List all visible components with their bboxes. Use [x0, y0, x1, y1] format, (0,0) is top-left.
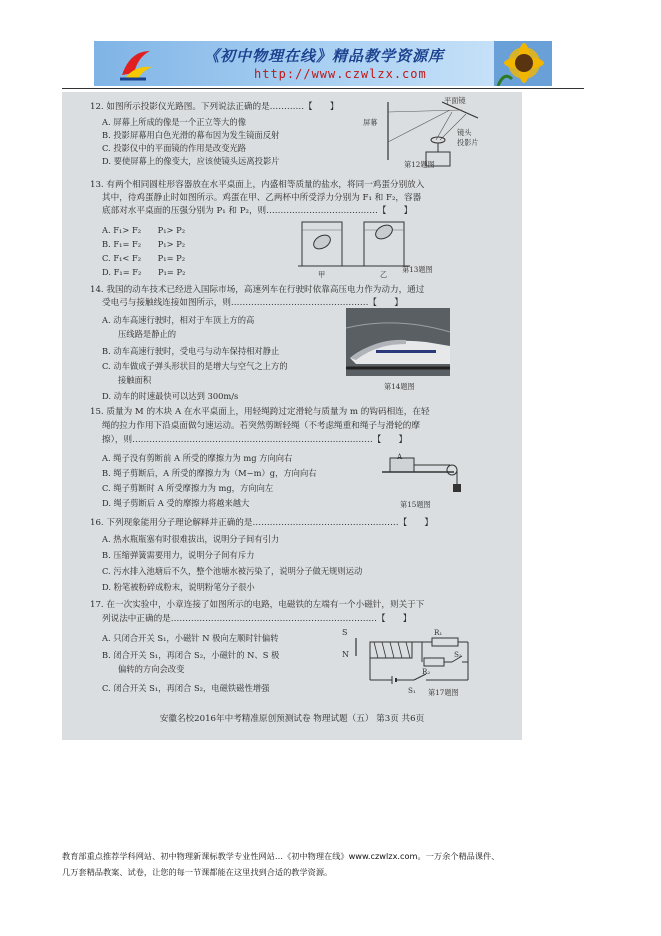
q15-option-d: D. 绳子剪断后 A 受的摩擦力将越来越大	[102, 498, 250, 508]
q16-option-a: A. 热水瓶瓶塞有时很难拔出，说明分子间有引力	[102, 534, 280, 544]
q14-train-photo	[346, 308, 450, 376]
q17-option-b-cont: 偏转的方向会改变	[118, 664, 185, 674]
q13-label-jia: 甲	[318, 270, 326, 279]
banner-url: http://www.czwlzx.com	[254, 67, 427, 81]
q17-label-s: S	[342, 628, 348, 637]
exam-page-footer: 安徽名校2016年中考精准原创预测试卷 物理试题（五） 第3页 共6页	[159, 714, 425, 724]
site-logo-icon	[116, 47, 156, 81]
q15-caption: 第15题图	[400, 500, 431, 509]
site-promo-note	[62, 848, 592, 880]
site-promo-line-2: 几万套精品教案、试卷，让您的每一节课都能在这里找到合适的教学资源。	[62, 867, 333, 877]
q17-label-s1: S₁	[408, 686, 416, 695]
q16-option-c: C. 污水排入池塘后不久，整个池塘水被污染了，说明分子做无规则运动	[102, 566, 363, 576]
q15-block-label: A	[397, 452, 403, 461]
banner-title: 《初中物理在线》精品教学资源库	[204, 47, 445, 65]
q12-option-a: A. 屏幕上所成的像是一个正立等大的像	[102, 117, 247, 127]
q16-stem: 16. 下列现象能用分子理论解释并正确的是……………………………………………【 】	[90, 518, 433, 528]
q13-label-yi: 乙	[380, 270, 388, 279]
q17-caption: 第17题图	[428, 688, 459, 697]
q14-caption: 第14题图	[384, 382, 415, 391]
q15-line-2: 绳的拉力作用下沿桌面做匀速运动。若突然剪断轻绳（不考虑绳重和绳子与滑轮的摩	[102, 421, 420, 431]
q15-option-c: C. 绳子剪断时 A 所受摩擦力为 mg，方向向左	[102, 483, 274, 493]
q13-line-2: 其中，待鸡蛋静止时如图所示。鸡蛋在甲、乙两杯中所受浮力分别为 F₁ 和 F₂，容器	[102, 193, 422, 203]
q13-option-c: C. F₁< F₂ P₁= P₂	[102, 253, 186, 263]
q17-option-a: A. 只闭合开关 S₁，小磁针 N 极向左顺时针偏转	[102, 633, 279, 643]
q12-caption: 第12题图	[404, 160, 435, 169]
q15-option-b: B. 绳子剪断后，A 所受的摩擦力为（M−m）g，方向向右	[102, 468, 317, 478]
q12-option-b: B. 投影屏幕用白色光滑的幕布因为发生镜面反射	[102, 130, 280, 140]
q17-label-r1: R₁	[434, 628, 443, 637]
q17-label-n: N	[342, 650, 349, 659]
q14-option-b: B. 动车高速行驶时，受电弓与动车保持相对静止	[102, 346, 280, 356]
q14-option-a: A. 动车高速行驶时，相对于车顶上方的高	[102, 315, 255, 325]
q15-pulley-figure	[380, 450, 470, 500]
q16-option-b: B. 压缩弹簧需要用力，说明分子间有斥力	[102, 550, 255, 560]
q17-circuit-figure	[352, 628, 476, 694]
q16-option-d: D. 粉笔被粉碎成粉末，说明粉笔分子很小	[102, 582, 255, 592]
q13-option-b: B. F₁= F₂ P₁> P₂	[102, 239, 186, 249]
q12-projector-figure	[380, 96, 504, 172]
q12-option-d: D. 要使屏幕上的像变大，应该使镜头远离投影片	[102, 156, 280, 166]
q13-line-1: 13. 有两个相同圆柱形容器放在水平桌面上，内盛相等质量的盐水，将同一鸡蛋分别放入	[90, 180, 425, 190]
q12-label-slide: 投影片	[457, 138, 479, 147]
q15-line-3: 擦），则…………………………………………………………………………【 】	[102, 435, 408, 445]
q13-option-d: D. F₁= F₂ P₁= P₂	[102, 267, 186, 277]
q13-line-3: 底部对水平桌面的压强分别为 P₁ 和 P₂，则…………………………………【 】	[102, 206, 413, 216]
q14-option-c: C. 动车做成子弹头形状目的是增大与空气之上方的	[102, 361, 288, 371]
sunflower-icon	[494, 41, 552, 86]
q14-option-a-cont: 压线路是静止的	[118, 329, 177, 339]
q17-option-b: B. 闭合开关 S₁，再闭合 S₂，小磁针的 N、S 极	[102, 650, 280, 660]
q17-line-2: 列说法中正确的是………………………………………………………………【 】	[102, 614, 412, 624]
q15-line-1: 15. 质量为 M 的木块 A 在水平桌面上，用轻绳跨过定滑轮与质量为 m 的钩码相连，在轻	[90, 407, 430, 417]
q14-option-d: D. 动车的时速最快可以达到 300m/s	[102, 391, 239, 401]
q13-beaker-figure	[298, 218, 414, 276]
exam-page-photo	[62, 92, 522, 740]
banner-divider	[62, 88, 584, 89]
q14-line-2: 受电弓与接触线连接如图所示，则…………………………………………【 】	[102, 298, 403, 308]
q17-option-c: C. 闭合开关 S₁，再闭合 S₂，电磁铁磁性增强	[102, 683, 270, 693]
q12-label-lens: 镜头	[457, 128, 472, 137]
q12-stem: 12. 如图所示投影仪光路图。下列说法正确的是…………【 】	[90, 102, 339, 112]
q13-caption: 第13题图	[402, 265, 433, 274]
q17-label-s2: S₂	[454, 650, 462, 659]
q12-label-mirror: 平面镜	[444, 96, 466, 105]
q12-option-c: C. 投影仪中的平面镜的作用是改变光路	[102, 143, 247, 153]
q14-line-1: 14. 我国的动车技术已经进入国际市场，高速列车在行驶时依靠高压电力作为动力，通过	[90, 285, 425, 295]
q17-label-r2: R₂	[422, 667, 431, 676]
q17-line-1: 17. 在一次实验中，小章连接了如图所示的电路，电磁铁的左端有一个小磁针，则关于下	[90, 600, 425, 610]
q14-option-c-cont: 接触面积	[118, 375, 152, 385]
site-promo-line-1: 教育部重点推荐学科网站、初中物理新课标教学专业性网站…《初中物理在线》www.czwlzx.com。一万余个精品课件、	[62, 851, 500, 861]
q15-option-a: A. 绳子没有剪断前 A 所受的摩擦力为 mg 方向向右	[102, 453, 293, 463]
q12-label-screen: 屏幕	[363, 118, 378, 127]
site-banner	[94, 41, 552, 86]
q13-option-a: A. F₁> F₂ P₁> P₂	[102, 225, 186, 235]
